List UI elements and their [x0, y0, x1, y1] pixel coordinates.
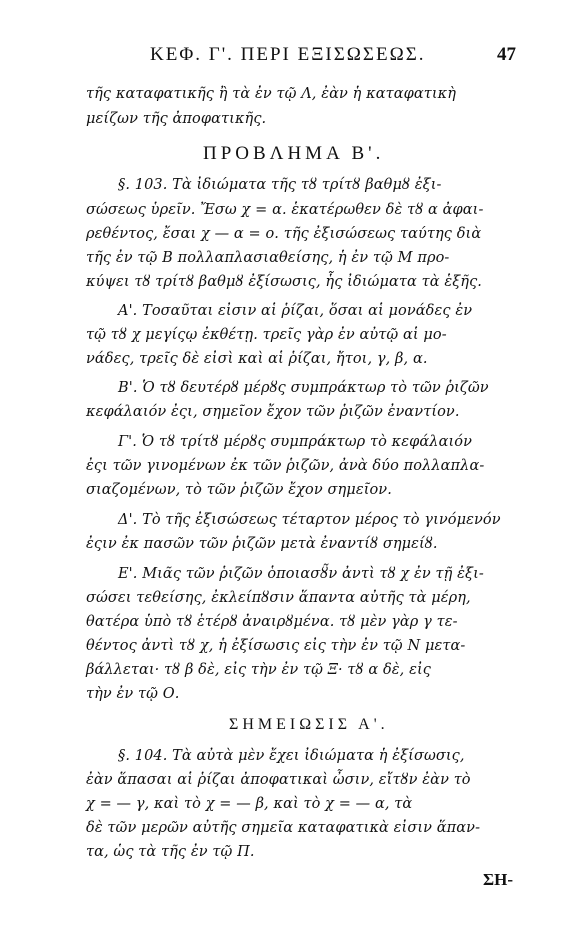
catchword: ΣΗ- [483, 870, 513, 889]
remark-heading: ΣΗΜΕΙΩΣΙΣ Α'. [229, 716, 389, 733]
text-line: §. 103. Τὰ ἰδιώματα τῆς τȣ τρίτȣ βαθμȣ ἐξι- [118, 177, 442, 193]
text-line: Ε'. Μιᾶς τῶν ῥιζῶν ὁποιασȣ̃ν ἀντὶ τȣ χ ἐν τῇ ἐξι- [118, 566, 484, 582]
running-title: ΚΕΦ. Γ'. ΠΕΡΙ ΕΞΙΣΩΣΕΩΣ. [150, 44, 426, 65]
text-line: κεφάλαιόν ἐςι, σημεῖον ἔχον τῶν ῥιζῶν ἐναντίον. [86, 404, 460, 420]
text-line: σώσει τεθείσης, ἐκλείπȣσιν ἅπαντα αὐτῆς τὰ μέρη, [86, 590, 471, 606]
text-line: Α'. Τοσαῦται εἰσιν αἱ ῥίζαι, ὅσαι αἱ μονάδες ἐν [118, 303, 473, 319]
text-line: θέντος ἀντὶ τȣ χ, ἡ ἐξίσωσις εἰς τὴν ἐν τῷ Ν μετα- [86, 638, 466, 654]
text-line: σιαζομένων, τὸ τῶν ῥιζῶν ἔχον σημεῖον. [86, 482, 392, 498]
text-line: κύψει τȣ τρίτȣ βαθμȣ ἐξίσωσις, ἧς ἰδιώματα τὰ ἑξῆς. [86, 274, 483, 290]
problem-heading: ΠΡΟΒΛΗΜΑ Β'. [203, 143, 385, 164]
text-line: ἐςιν ἐκ πασῶν τῶν ῥιζῶν μετὰ ἐναντίȣ σημείȣ. [86, 536, 438, 552]
text-line: νάδες, τρεῖς δὲ εἰσὶ καὶ αἱ ῥίζαι, ἤτοι, γ, β, α. [86, 351, 428, 367]
text-line: δὲ τῶν μερῶν αὐτῆς σημεῖα καταφατικὰ εἰσιν ἅπαν- [86, 820, 481, 836]
text-line: τῆς ἐν τῷ Β πολλαπλασιαθείσης, ἡ ἐν τῷ Μ προ- [86, 250, 450, 266]
text-line: τῷ τȣ χ μεγίςῳ ἐκθέτῃ. τρεῖς γὰρ ἐν αὐτῷ αἱ μο- [86, 327, 447, 343]
text-line: Β'. Ὁ τȣ δευτέρȣ μέρȣς συμπράκτωρ τὸ τῶν ῥιζῶν [118, 380, 489, 396]
text-line: §. 104. Τὰ αὐτὰ μὲν ἔχει ἰδιώματα ἡ ἐξίσωσις, [118, 748, 465, 764]
page-number: 47 [497, 44, 516, 65]
text-line: μείζων τῆς ἀποφατικῆς. [86, 111, 267, 127]
text-line: σώσεως ὑρεῖν. Ἔσω χ = α. ἑκατέρωθεν δὲ τȣ α ἀφαι- [86, 202, 484, 218]
text-line: τὴν ἐν τῷ Ο. [86, 686, 180, 702]
text-line: βάλλεται· τȣ β δὲ, εἰς τὴν ἐν τῷ Ξ· τȣ α δὲ, εἰς [86, 662, 431, 678]
text-line: ἐὰν ἅπασαι αἱ ῥίζαι ἀποφατικαὶ ὦσιν, εἴτȣν ἐὰν τὸ [86, 772, 471, 788]
text-line: τῆς καταφατικῆς ἢ τὰ ἐν τῷ Λ, ἐὰν ἡ καταφατικὴ [86, 86, 457, 102]
text-line: χ = — γ, καὶ τὸ χ = — β, καὶ τὸ χ = — α, τὰ [86, 796, 413, 812]
text-line: τα, ὡς τὰ τῆς ἐν τῷ Π. [86, 844, 255, 860]
text-line: Γ'. Ὁ τȣ τρίτȣ μέρȣς συμπράκτωρ τὸ κεφάλαιόν [118, 434, 472, 450]
text-line: ἐςι τῶν γινομένων ἐκ τῶν ῥιζῶν, ἀνὰ δύο πολλαπλα- [86, 458, 485, 474]
text-line: Δ'. Τὸ τῆς ἐξισώσεως τέταρτον μέρος τὸ γινόμενόν [118, 512, 501, 528]
text-line: ρεθέντος, ἔσαι χ — α = ο. τῆς ἐξισώσεως ταύτης διὰ [86, 226, 482, 242]
text-line: θατέρα ὑπὸ τȣ ἑτέρȣ ἀναιρȣμένα. τȣ μὲν γὰρ γ τε- [86, 614, 458, 630]
